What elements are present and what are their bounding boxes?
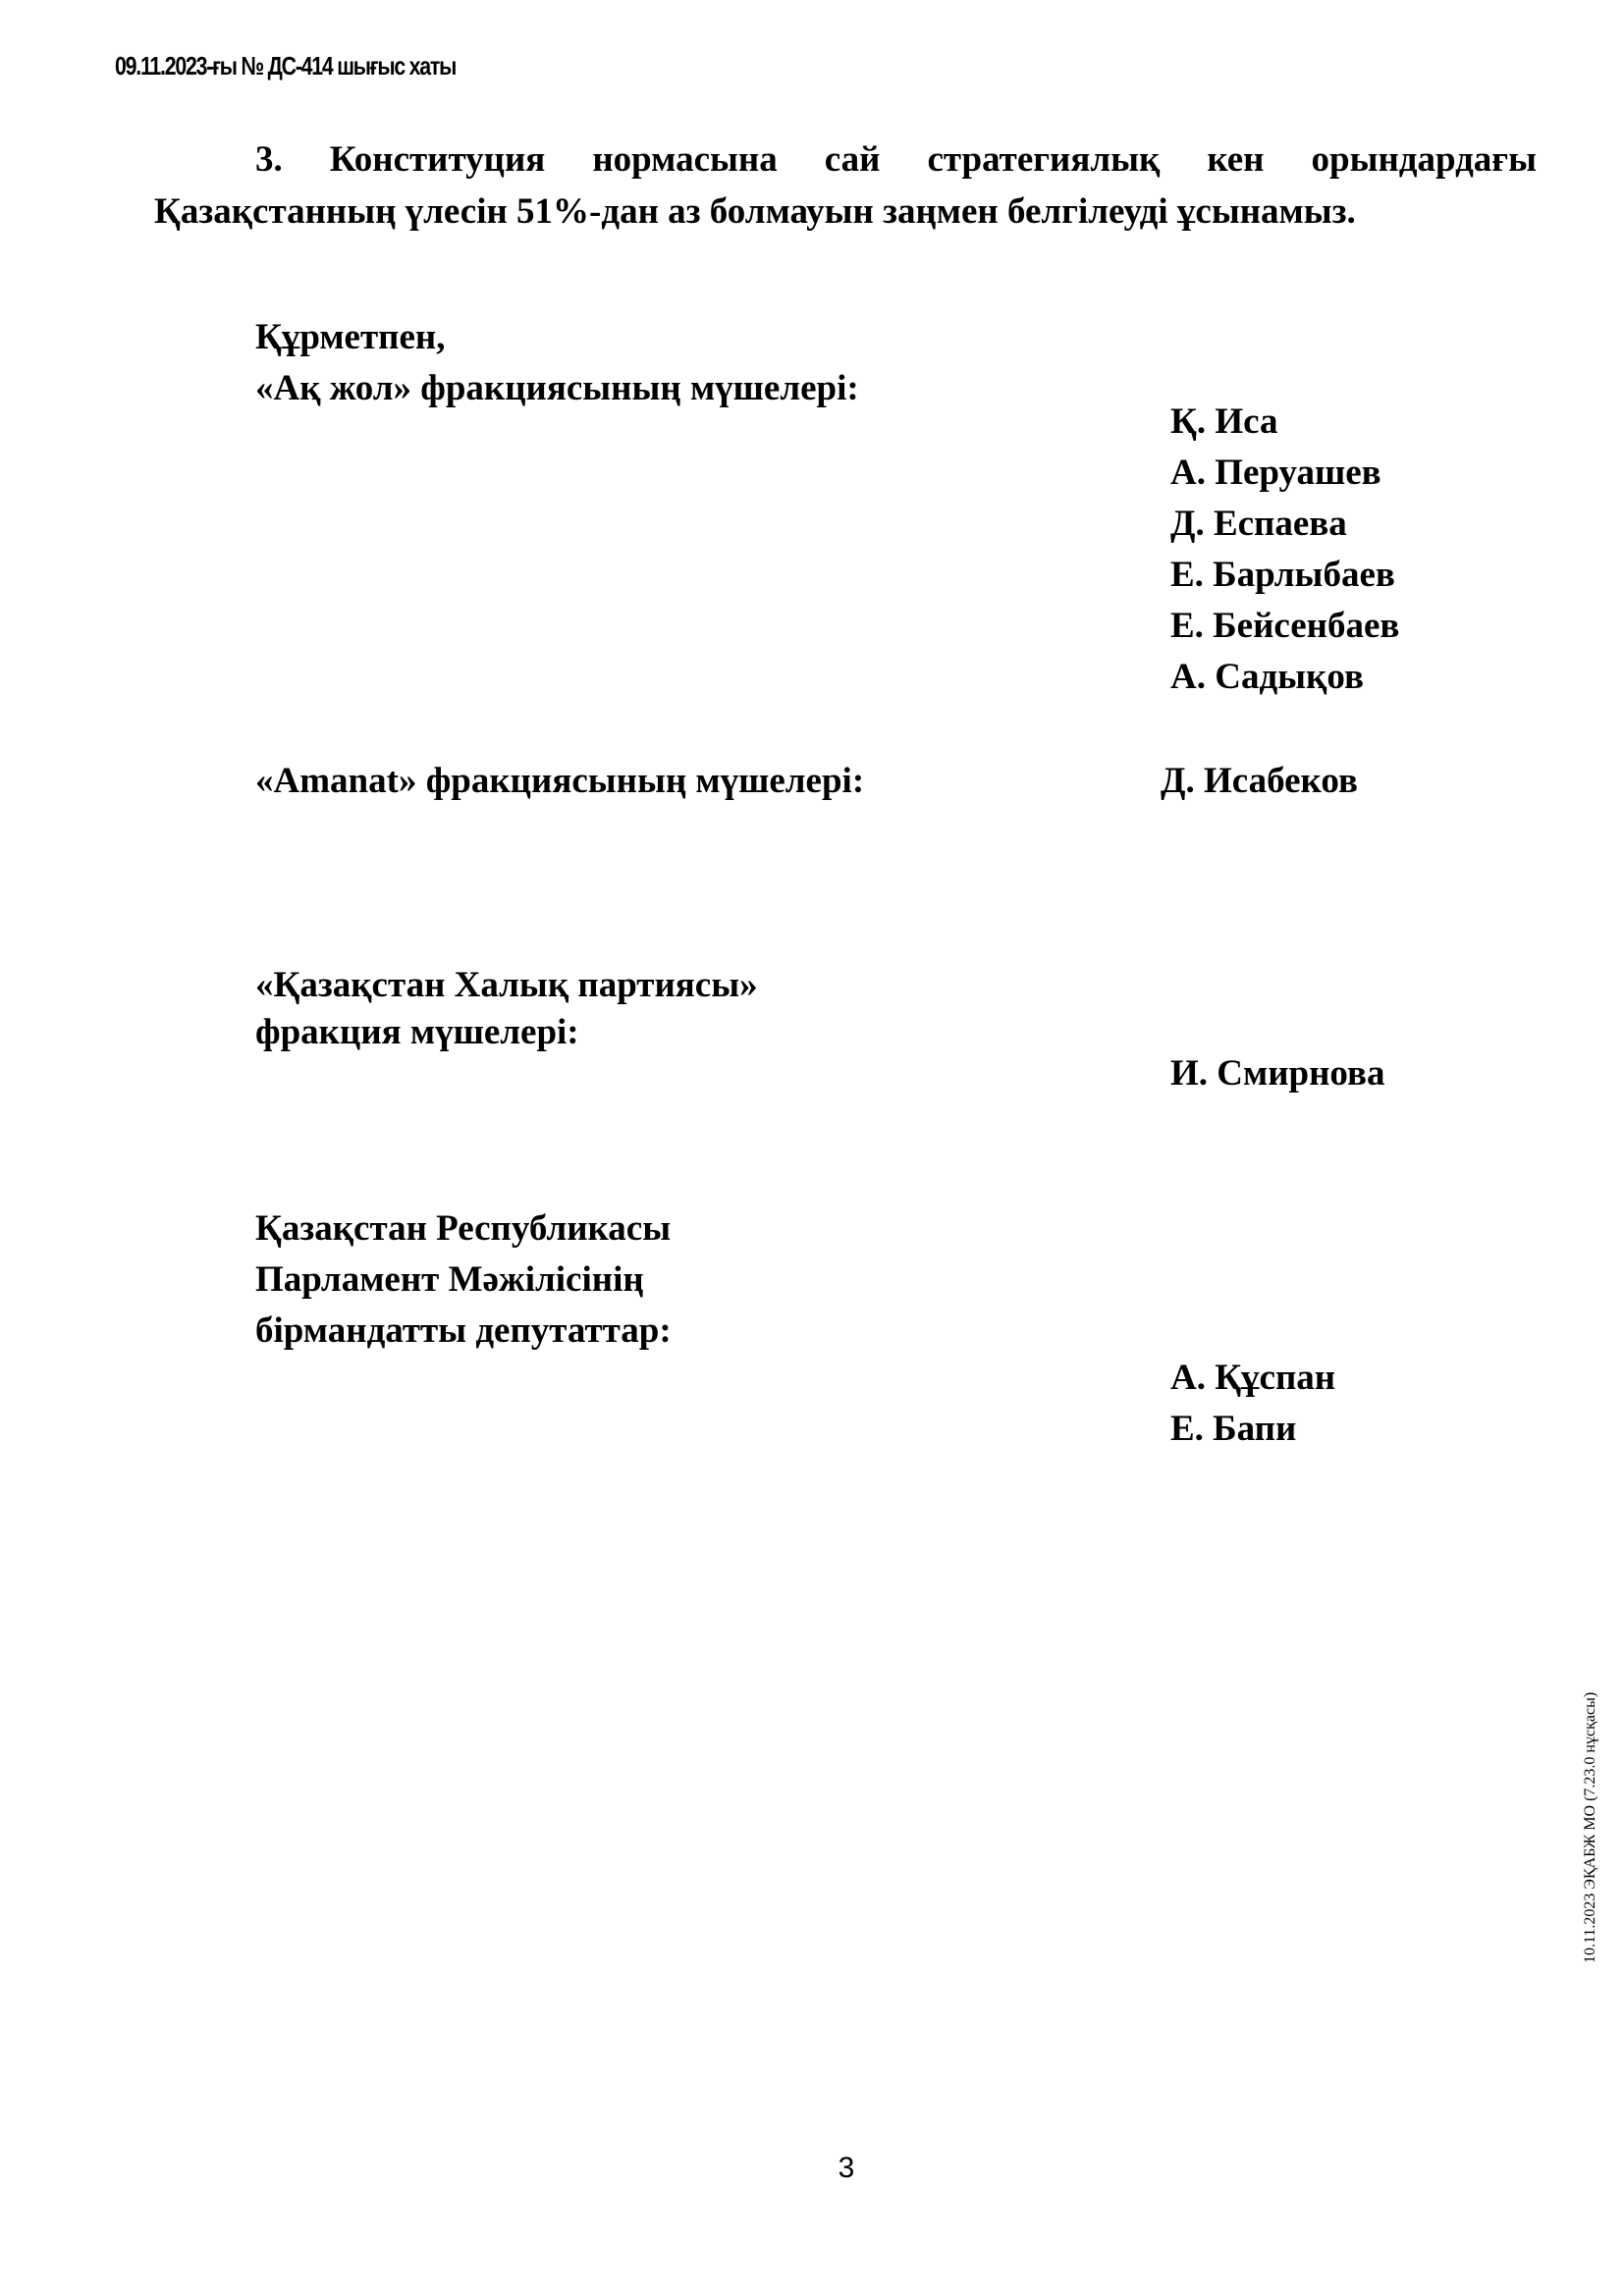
single-mandate-title-line3: бірмандатты депутаттар: — [255, 1310, 672, 1351]
akzhol-group-title: «Ақ жол» фракциясының мүшелері: — [255, 368, 859, 408]
closing-salutation: Құрметпен, — [255, 317, 446, 357]
outgoing-letter-stamp: 09.11.2023-ғы № ДС-414 шығыс хаты — [115, 51, 457, 80]
signatory-name: Е. Бейсенбаев — [1170, 606, 1400, 646]
people-party-members-list — [1170, 1048, 1384, 1099]
signatory-name: Қ. Иса — [1170, 401, 1278, 442]
single-mandate-title-line1: Қазақстан Республикасы — [255, 1208, 672, 1249]
signatory-name: Е. Бапи — [1170, 1409, 1297, 1449]
signatory-name: А. Садықов — [1170, 657, 1364, 697]
proposal-paragraph: 3. Конституция нормасына сай стратегиялық кен орындардағы Қазақстанның үлесін 51%-дан аз болмауын заңмен белгілеуді ұсынамыз. — [154, 139, 1537, 232]
amanat-members-list — [1161, 756, 1358, 807]
single-mandate-members-list — [1170, 1353, 1335, 1455]
signatory-name: А. Перуашев — [1170, 453, 1381, 493]
people-party-title-line1: «Қазақстан Халық партиясы» — [255, 965, 758, 1005]
signatory-name: А. Құспан — [1170, 1358, 1336, 1398]
signatory-name: Д. Исабеков — [1161, 761, 1358, 801]
signatory-name: И. Смирнова — [1170, 1053, 1385, 1094]
signatory-name: Д. Еспаева — [1170, 504, 1347, 544]
page-number: 3 — [838, 2152, 855, 2184]
amanat-group-title: «Amanat» фракциясының мүшелері: — [255, 761, 865, 801]
akzhol-members-list — [1170, 397, 1399, 703]
registration-side-stamp: 10.11.2023 ЭҚАБЖ МО (7.23.0 нұсқасы) — [1582, 1691, 1598, 1963]
people-party-title-line2: фракция мүшелері: — [255, 1012, 579, 1052]
single-mandate-title-line2: Парламент Мәжілісінің — [255, 1259, 644, 1300]
signatory-name: Е. Барлыбаев — [1170, 555, 1395, 595]
